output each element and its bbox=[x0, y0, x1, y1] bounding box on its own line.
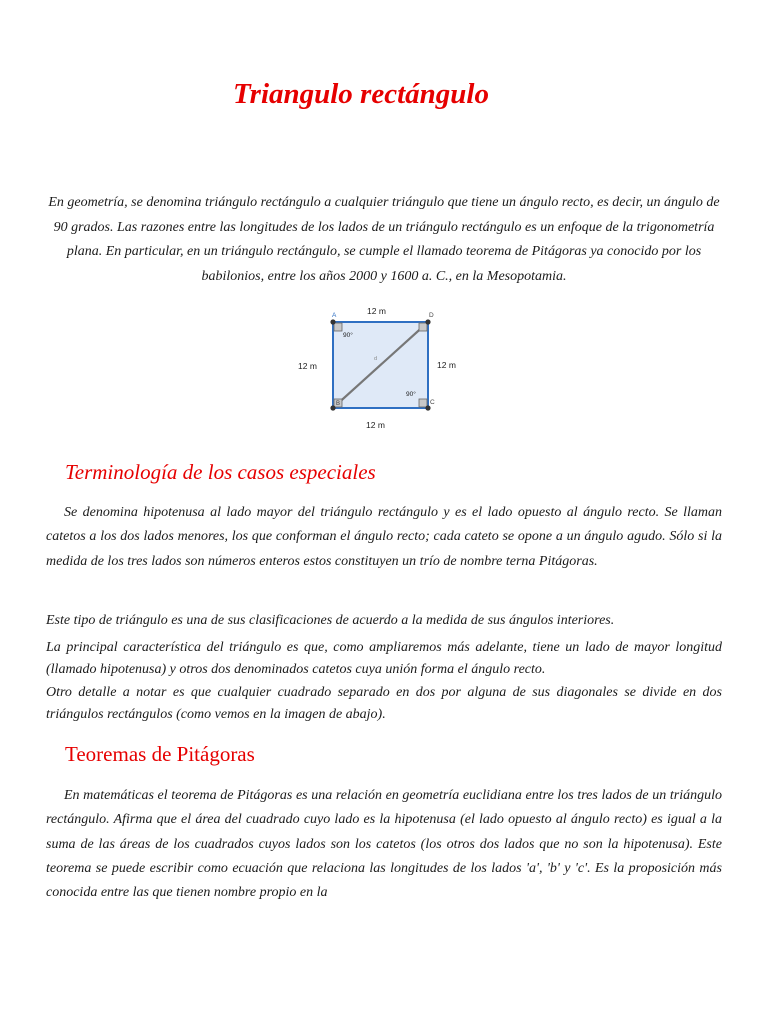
right-angle-mark-c bbox=[419, 399, 427, 407]
vertex-label-a: A bbox=[332, 312, 337, 319]
angle-label-top: 90° bbox=[343, 332, 353, 339]
section-heading-terminologia: Terminología de los casos especiales bbox=[65, 460, 376, 484]
diagonal-label: d bbox=[374, 356, 378, 362]
vertex-point-c bbox=[425, 405, 430, 410]
angle-label-bottom: 90° bbox=[406, 391, 416, 398]
label-bottom: 12 m bbox=[366, 420, 385, 430]
label-right: 12 m bbox=[437, 360, 456, 370]
vertex-label-b: B bbox=[336, 401, 341, 407]
square-diagram-svg bbox=[290, 300, 480, 446]
paragraph-teorema: En matemáticas el teorema de Pitágoras es una relación en geometría euclidiana entre los tres lados de un triángulo rectángulo. Afirma que el área del cuadrado cuyo lado es la hipotenusa (el lado opuesto al ángulo recto) es igual a la suma de las áreas de los cuadrados cuyos lados son los catetos (los otros dos lados que no son la hipotenusa). Este teorema se puede escribir como ecuación que relaciona las longitudes de los lados 'a', 'b' y 'c'. Es la proposición más conocida entre las que tienen nombre propio en la bbox=[46, 788, 722, 901]
square-diagram bbox=[290, 300, 480, 446]
vertex-label-d: D bbox=[429, 312, 434, 319]
label-left: 12 m bbox=[298, 361, 317, 371]
paragraph-caracteristica: La principal característica del triángulo es que, como ampliaremos más adelante, tiene un lado de mayor longitud (llamado hipotenusa) y otros dos denominados catetos cuya unión forma el ángulo recto. bbox=[46, 640, 722, 677]
paragraph-cuadrado: Otro detalle a notar es que cualquier cuadrado separado en dos por alguna de sus diagonales se divide en dos triángulos rectángulos (como vemos en la imagen de abajo). bbox=[46, 685, 722, 722]
vertex-point-b bbox=[330, 405, 335, 410]
vertex-point-d bbox=[425, 319, 430, 324]
right-angle-mark-a bbox=[334, 323, 342, 331]
label-top: 12 m bbox=[367, 306, 386, 316]
vertex-label-c: C bbox=[430, 399, 435, 406]
vertex-point-a bbox=[330, 319, 335, 324]
page-title: Triangulo rectángulo bbox=[233, 78, 489, 110]
intro-paragraph: En geometría, se denomina triángulo rectángulo a cualquier triángulo que tiene un ángulo recto, es decir, un ángulo de 90 grados. Las razones entre las longitudes de los lados de un triángulo rectángulo es un enfoque de la trigonometría plana. En particular, en un triángulo rectángulo, se cumple el llamado teorema de Pitágoras ya conocido por los babilonios, entre los años 2000 y 1600 a. C., en la Mesopotamia. bbox=[48, 195, 720, 284]
right-angle-mark-d bbox=[419, 323, 427, 331]
paragraph-clasificacion: Este tipo de triángulo es una de sus clasificaciones de acuerdo a la medida de sus ángulos interiores. bbox=[46, 613, 615, 628]
paragraph-hipotenusa: Se denomina hipotenusa al lado mayor del triángulo rectángulo y es el lado opuesto al ángulo recto. Se llaman catetos a los dos lados menores, los que conforman el ángulo recto; cada cateto se opone a un ángulo agudo. Sólo si la medida de los tres lados son números enteros estos constituyen un trío de nombre terna Pitágoras. bbox=[46, 505, 722, 569]
section-heading-pitagoras: Teoremas de Pitágoras bbox=[65, 742, 255, 766]
